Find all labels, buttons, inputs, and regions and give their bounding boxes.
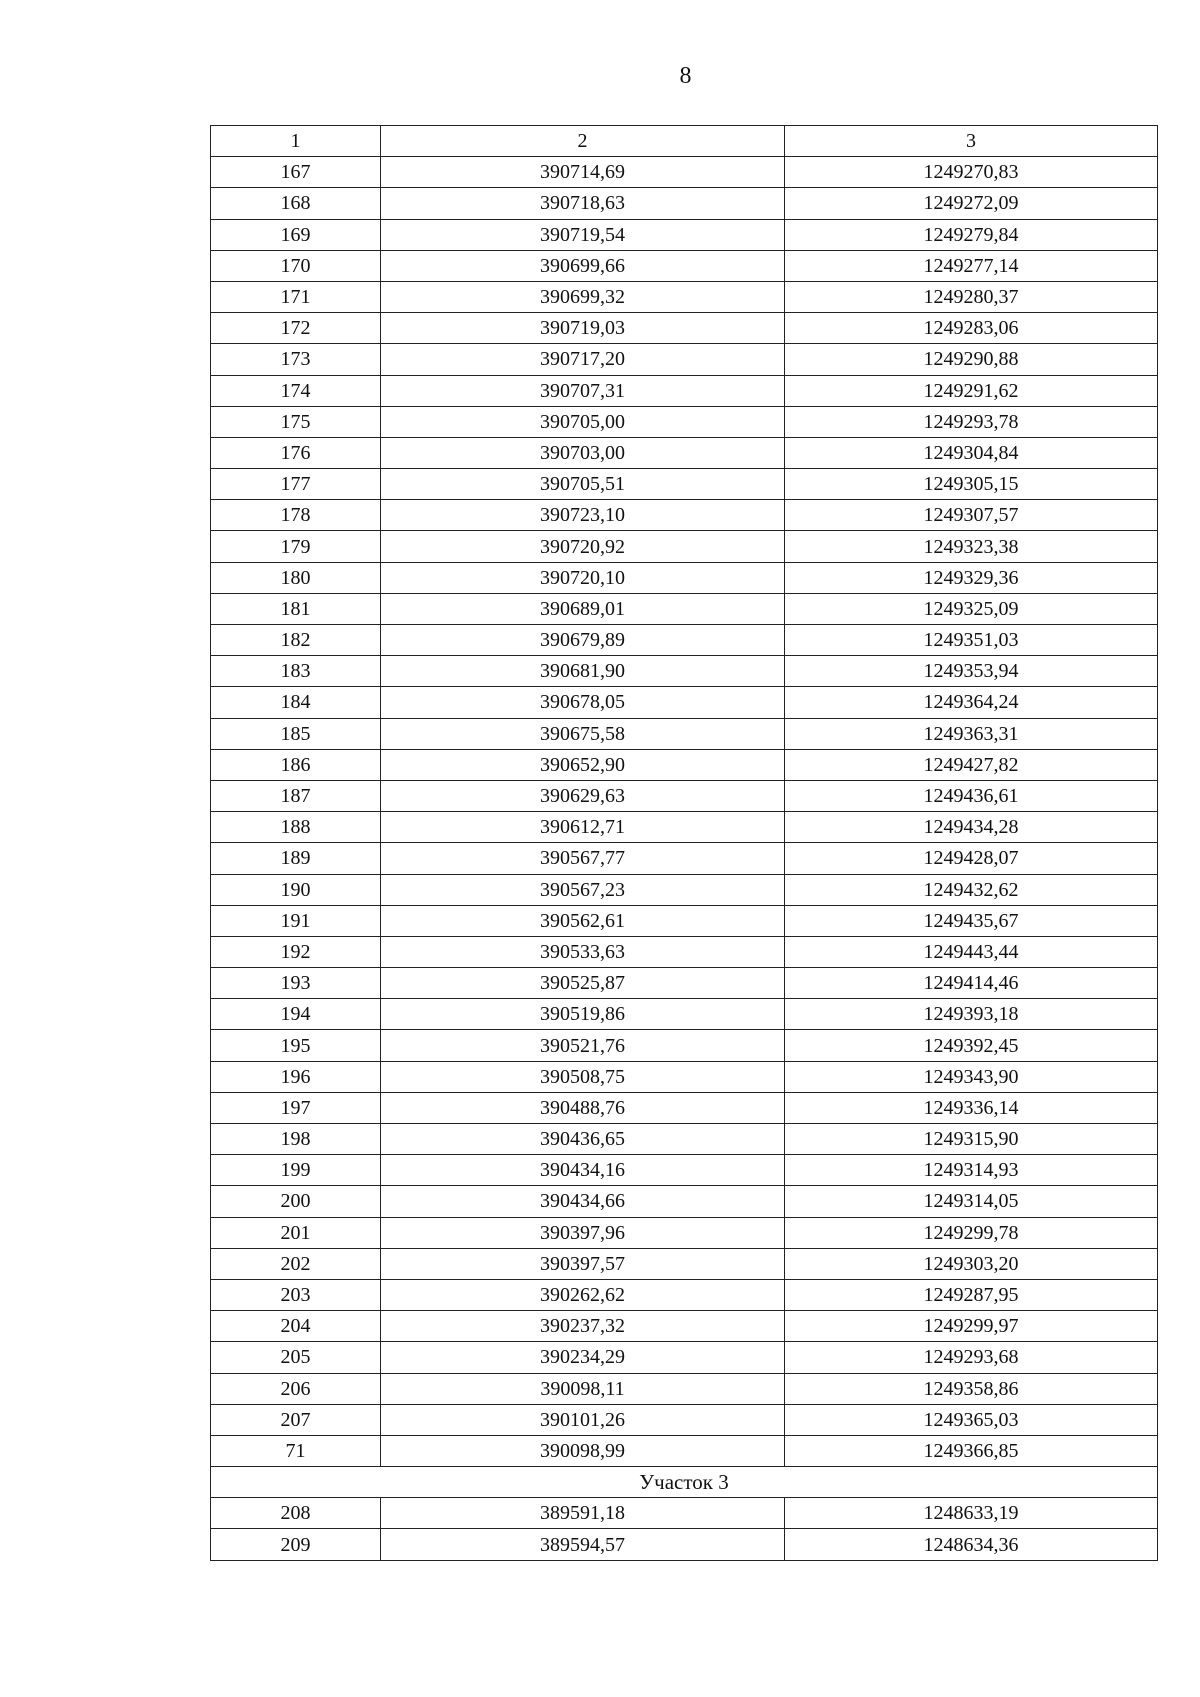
point-number-cell: 185 (211, 718, 381, 749)
table-row (211, 1248, 1158, 1279)
x-coordinate-cell: 390714,69 (381, 157, 785, 188)
section-heading-row (211, 1467, 1158, 1498)
point-number-cell: 190 (211, 874, 381, 905)
table-row (211, 1217, 1158, 1248)
x-coordinate-cell: 390262,62 (381, 1279, 785, 1310)
y-coordinate-cell: 1249336,14 (785, 1092, 1158, 1123)
y-coordinate-cell: 1249290,88 (785, 344, 1158, 375)
table-row (211, 1061, 1158, 1092)
x-coordinate-cell: 390629,63 (381, 780, 785, 811)
x-coordinate-cell: 390098,11 (381, 1373, 785, 1404)
x-coordinate-cell: 390521,76 (381, 1030, 785, 1061)
x-coordinate-cell: 390652,90 (381, 749, 785, 780)
y-coordinate-cell: 1249314,05 (785, 1186, 1158, 1217)
x-coordinate-cell: 390234,29 (381, 1342, 785, 1373)
y-coordinate-cell: 1249299,78 (785, 1217, 1158, 1248)
y-coordinate-cell: 1249365,03 (785, 1404, 1158, 1435)
table-row (211, 562, 1158, 593)
x-coordinate-cell: 390705,51 (381, 469, 785, 500)
point-number-cell: 174 (211, 375, 381, 406)
table-row (211, 1435, 1158, 1466)
table-row (211, 874, 1158, 905)
point-number-cell: 181 (211, 593, 381, 624)
table-row (211, 1186, 1158, 1217)
table-row (211, 250, 1158, 281)
table-row (211, 625, 1158, 656)
point-number-cell: 209 (211, 1529, 381, 1560)
y-coordinate-cell: 1249427,82 (785, 749, 1158, 780)
y-coordinate-cell: 1249272,09 (785, 188, 1158, 219)
y-coordinate-cell: 1249291,62 (785, 375, 1158, 406)
column-header-1: 1 (211, 126, 381, 157)
y-coordinate-cell: 1249299,97 (785, 1311, 1158, 1342)
coordinates-table (210, 125, 1158, 1561)
table-row (211, 1342, 1158, 1373)
table-row (211, 780, 1158, 811)
y-coordinate-cell: 1249277,14 (785, 250, 1158, 281)
table-row (211, 313, 1158, 344)
y-coordinate-cell: 1249287,95 (785, 1279, 1158, 1310)
table-row (211, 188, 1158, 219)
point-number-cell: 173 (211, 344, 381, 375)
y-coordinate-cell: 1249434,28 (785, 812, 1158, 843)
point-number-cell: 167 (211, 157, 381, 188)
y-coordinate-cell: 1249351,03 (785, 625, 1158, 656)
y-coordinate-cell: 1249315,90 (785, 1124, 1158, 1155)
point-number-cell: 179 (211, 531, 381, 562)
x-coordinate-cell: 390567,23 (381, 874, 785, 905)
y-coordinate-cell: 1249414,46 (785, 968, 1158, 999)
x-coordinate-cell: 390699,66 (381, 250, 785, 281)
x-coordinate-cell: 389591,18 (381, 1498, 785, 1529)
x-coordinate-cell: 390488,76 (381, 1092, 785, 1123)
section-heading: Участок 3 (211, 1467, 1158, 1498)
point-number-cell: 180 (211, 562, 381, 593)
point-number-cell: 191 (211, 905, 381, 936)
table-row (211, 936, 1158, 967)
y-coordinate-cell: 1249343,90 (785, 1061, 1158, 1092)
y-coordinate-cell: 1249279,84 (785, 219, 1158, 250)
table-row (211, 437, 1158, 468)
y-coordinate-cell: 1249432,62 (785, 874, 1158, 905)
x-coordinate-cell: 390720,10 (381, 562, 785, 593)
point-number-cell: 199 (211, 1155, 381, 1186)
x-coordinate-cell: 390519,86 (381, 999, 785, 1030)
x-coordinate-cell: 390689,01 (381, 593, 785, 624)
x-coordinate-cell: 390719,03 (381, 313, 785, 344)
x-coordinate-cell: 390707,31 (381, 375, 785, 406)
y-coordinate-cell: 1248633,19 (785, 1498, 1158, 1529)
x-coordinate-cell: 390562,61 (381, 905, 785, 936)
table-row (211, 281, 1158, 312)
y-coordinate-cell: 1249443,44 (785, 936, 1158, 967)
point-number-cell: 208 (211, 1498, 381, 1529)
x-coordinate-cell: 390436,65 (381, 1124, 785, 1155)
y-coordinate-cell: 1249323,38 (785, 531, 1158, 562)
table-row (211, 1279, 1158, 1310)
y-coordinate-cell: 1249392,45 (785, 1030, 1158, 1061)
coordinates-table-body (211, 126, 1158, 1561)
point-number-cell: 207 (211, 1404, 381, 1435)
point-number-cell: 71 (211, 1435, 381, 1466)
point-number-cell: 182 (211, 625, 381, 656)
table-row (211, 157, 1158, 188)
table-row (211, 531, 1158, 562)
column-header-3: 3 (785, 126, 1158, 157)
table-row (211, 968, 1158, 999)
point-number-cell: 206 (211, 1373, 381, 1404)
y-coordinate-cell: 1249305,15 (785, 469, 1158, 500)
point-number-cell: 202 (211, 1248, 381, 1279)
x-coordinate-cell: 390525,87 (381, 968, 785, 999)
y-coordinate-cell: 1249307,57 (785, 500, 1158, 531)
x-coordinate-cell: 390508,75 (381, 1061, 785, 1092)
point-number-cell: 178 (211, 500, 381, 531)
y-coordinate-cell: 1249283,06 (785, 313, 1158, 344)
point-number-cell: 183 (211, 656, 381, 687)
y-coordinate-cell: 1249325,09 (785, 593, 1158, 624)
x-coordinate-cell: 390679,89 (381, 625, 785, 656)
point-number-cell: 201 (211, 1217, 381, 1248)
point-number-cell: 188 (211, 812, 381, 843)
x-coordinate-cell: 390719,54 (381, 219, 785, 250)
y-coordinate-cell: 1249436,61 (785, 780, 1158, 811)
x-coordinate-cell: 390718,63 (381, 188, 785, 219)
table-row (211, 1373, 1158, 1404)
x-coordinate-cell: 390681,90 (381, 656, 785, 687)
x-coordinate-cell: 390533,63 (381, 936, 785, 967)
x-coordinate-cell: 390237,32 (381, 1311, 785, 1342)
table-row (211, 375, 1158, 406)
x-coordinate-cell: 390397,57 (381, 1248, 785, 1279)
x-coordinate-cell: 390717,20 (381, 344, 785, 375)
point-number-cell: 177 (211, 469, 381, 500)
table-row (211, 687, 1158, 718)
y-coordinate-cell: 1249270,83 (785, 157, 1158, 188)
y-coordinate-cell: 1249363,31 (785, 718, 1158, 749)
y-coordinate-cell: 1249358,86 (785, 1373, 1158, 1404)
y-coordinate-cell: 1249364,24 (785, 687, 1158, 718)
y-coordinate-cell: 1249280,37 (785, 281, 1158, 312)
table-row (211, 593, 1158, 624)
table-row (211, 843, 1158, 874)
point-number-cell: 175 (211, 406, 381, 437)
y-coordinate-cell: 1249293,68 (785, 1342, 1158, 1373)
point-number-cell: 186 (211, 749, 381, 780)
table-row (211, 500, 1158, 531)
table-row (211, 905, 1158, 936)
point-number-cell: 176 (211, 437, 381, 468)
point-number-cell: 184 (211, 687, 381, 718)
table-row (211, 1030, 1158, 1061)
x-coordinate-cell: 390703,00 (381, 437, 785, 468)
y-coordinate-cell: 1249304,84 (785, 437, 1158, 468)
x-coordinate-cell: 390397,96 (381, 1217, 785, 1248)
x-coordinate-cell: 390705,00 (381, 406, 785, 437)
table-row (211, 999, 1158, 1030)
table-row (211, 406, 1158, 437)
table-row (211, 1498, 1158, 1529)
x-coordinate-cell: 390723,10 (381, 500, 785, 531)
table-row (211, 1155, 1158, 1186)
y-coordinate-cell: 1249314,93 (785, 1155, 1158, 1186)
x-coordinate-cell: 390675,58 (381, 718, 785, 749)
point-number-cell: 171 (211, 281, 381, 312)
x-coordinate-cell: 390612,71 (381, 812, 785, 843)
y-coordinate-cell: 1249435,67 (785, 905, 1158, 936)
point-number-cell: 205 (211, 1342, 381, 1373)
y-coordinate-cell: 1249393,18 (785, 999, 1158, 1030)
x-coordinate-cell: 390720,92 (381, 531, 785, 562)
x-coordinate-cell: 390098,99 (381, 1435, 785, 1466)
point-number-cell: 203 (211, 1279, 381, 1310)
table-header-row (211, 126, 1158, 157)
page-number: 8 (679, 63, 692, 89)
x-coordinate-cell: 390101,26 (381, 1404, 785, 1435)
column-header-2: 2 (381, 126, 785, 157)
x-coordinate-cell: 389594,57 (381, 1529, 785, 1560)
point-number-cell: 194 (211, 999, 381, 1030)
point-number-cell: 189 (211, 843, 381, 874)
table-row (211, 812, 1158, 843)
table-row (211, 469, 1158, 500)
point-number-cell: 187 (211, 780, 381, 811)
table-row (211, 219, 1158, 250)
y-coordinate-cell: 1249366,85 (785, 1435, 1158, 1466)
point-number-cell: 197 (211, 1092, 381, 1123)
y-coordinate-cell: 1249293,78 (785, 406, 1158, 437)
x-coordinate-cell: 390699,32 (381, 281, 785, 312)
point-number-cell: 198 (211, 1124, 381, 1155)
x-coordinate-cell: 390434,66 (381, 1186, 785, 1217)
table-row (211, 749, 1158, 780)
table-row (211, 1092, 1158, 1123)
table-row (211, 656, 1158, 687)
x-coordinate-cell: 390434,16 (381, 1155, 785, 1186)
point-number-cell: 192 (211, 936, 381, 967)
point-number-cell: 195 (211, 1030, 381, 1061)
point-number-cell: 204 (211, 1311, 381, 1342)
point-number-cell: 170 (211, 250, 381, 281)
point-number-cell: 169 (211, 219, 381, 250)
x-coordinate-cell: 390678,05 (381, 687, 785, 718)
point-number-cell: 193 (211, 968, 381, 999)
table-row (211, 1404, 1158, 1435)
table-row (211, 1311, 1158, 1342)
y-coordinate-cell: 1248634,36 (785, 1529, 1158, 1560)
table-row (211, 718, 1158, 749)
y-coordinate-cell: 1249303,20 (785, 1248, 1158, 1279)
point-number-cell: 168 (211, 188, 381, 219)
y-coordinate-cell: 1249329,36 (785, 562, 1158, 593)
table-row (211, 1124, 1158, 1155)
x-coordinate-cell: 390567,77 (381, 843, 785, 874)
table-row (211, 1529, 1158, 1560)
point-number-cell: 196 (211, 1061, 381, 1092)
y-coordinate-cell: 1249428,07 (785, 843, 1158, 874)
y-coordinate-cell: 1249353,94 (785, 656, 1158, 687)
point-number-cell: 200 (211, 1186, 381, 1217)
point-number-cell: 172 (211, 313, 381, 344)
table-row (211, 344, 1158, 375)
